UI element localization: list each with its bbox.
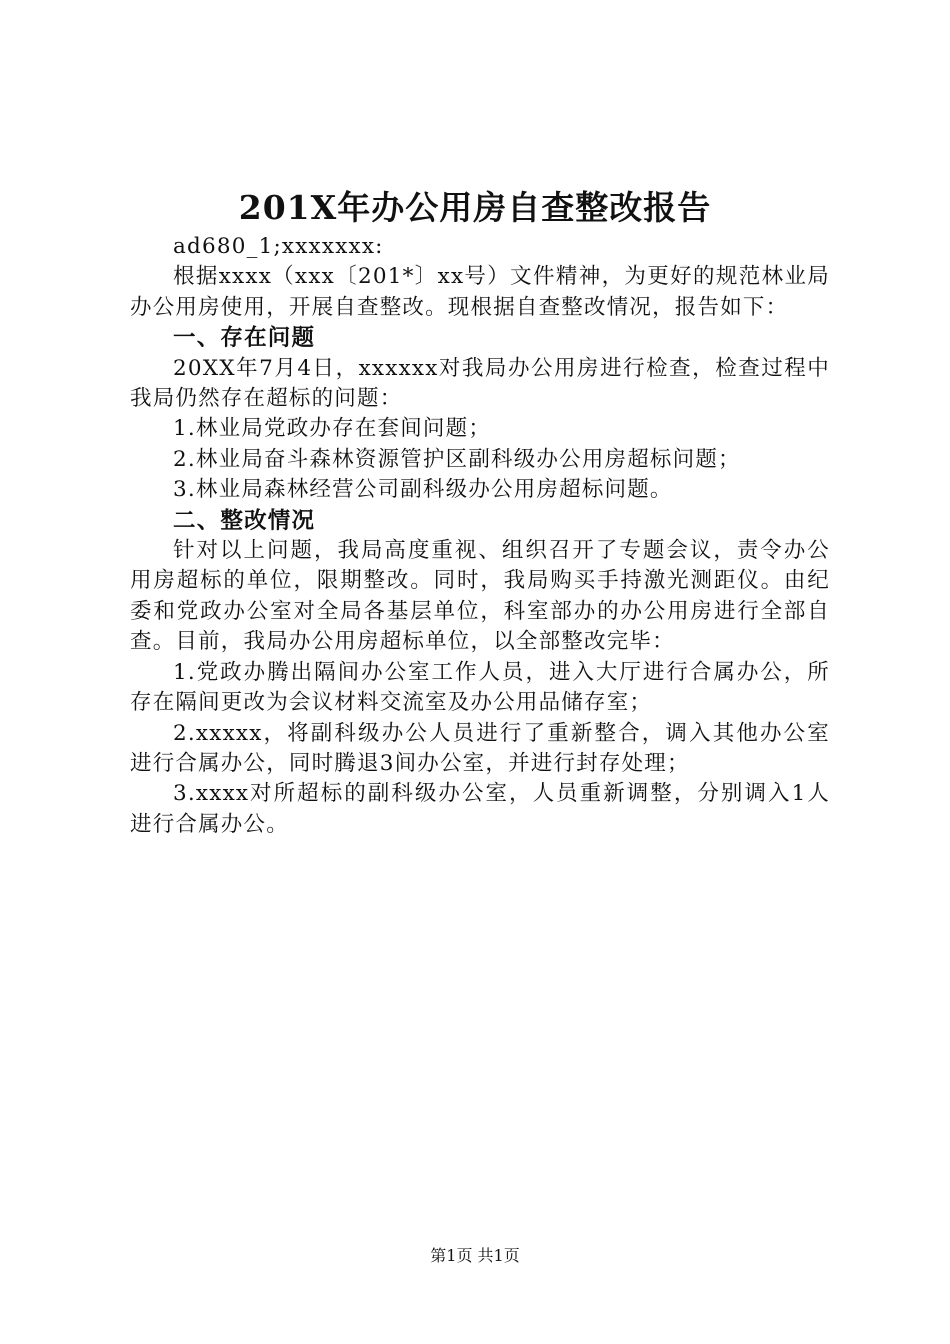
- salutation: ad680_1;xxxxxxx:: [173, 234, 384, 259]
- problem-item-1: 1.林业局党政办存在套间问题；: [173, 416, 492, 442]
- rectification-item-2: 2.xxxxx，将副科级办公人员进行了重新整合，调入其他办公室进行合属办公，同时腾退3间办公室，并进行封存处理；: [130, 720, 830, 776]
- document-body: [130, 232, 830, 840]
- rectification-item-3: 3.xxxx对所超标的副科级办公室，人员重新调整，分别调入1人进行合属办公。: [130, 781, 830, 837]
- paragraph-measures: 针对以上问题，我局高度重视、组织召开了专题会议，责令办公用房超标的单位，限期整改。同时，我局购买手持激光测距仪。由纪委和党政办公室对全局各基层单位，科室部办的办公用房进行全部自查。目前，我局办公用房超标单位，以全部整改完毕：: [130, 538, 830, 655]
- section-heading-rectification: 二、整改情况: [173, 507, 316, 534]
- rectification-item-1: 1.党政办腾出隔间办公室工作人员，进入大厅进行合属办公，所存在隔间更改为会议材料交流室及办公用品储存室；: [130, 659, 830, 716]
- section-heading-problems: 一、存在问题: [173, 325, 316, 352]
- problem-item-2: 2.林业局奋斗森林资源管护区副科级办公用房超标问题；: [173, 446, 741, 472]
- paragraph-inspection: 20XX年7月4日，xxxxxx对我局办公用房进行检查，检查过程中我局仍然存在超标的问题：: [130, 355, 830, 412]
- paragraph-intro: 根据xxxx（xxx〔201*〕xx号）文件精神，为更好的规范林业局办公用房使用，开展自查整改。现根据自查整改情况，报告如下：: [130, 264, 830, 320]
- page-footer: 第1页 共1页: [430, 1246, 520, 1265]
- document-title: 201X年办公用房自查整改报告: [238, 188, 712, 227]
- problem-item-3: 3.林业局森林经营公司副科级办公用房超标问题。: [173, 477, 673, 503]
